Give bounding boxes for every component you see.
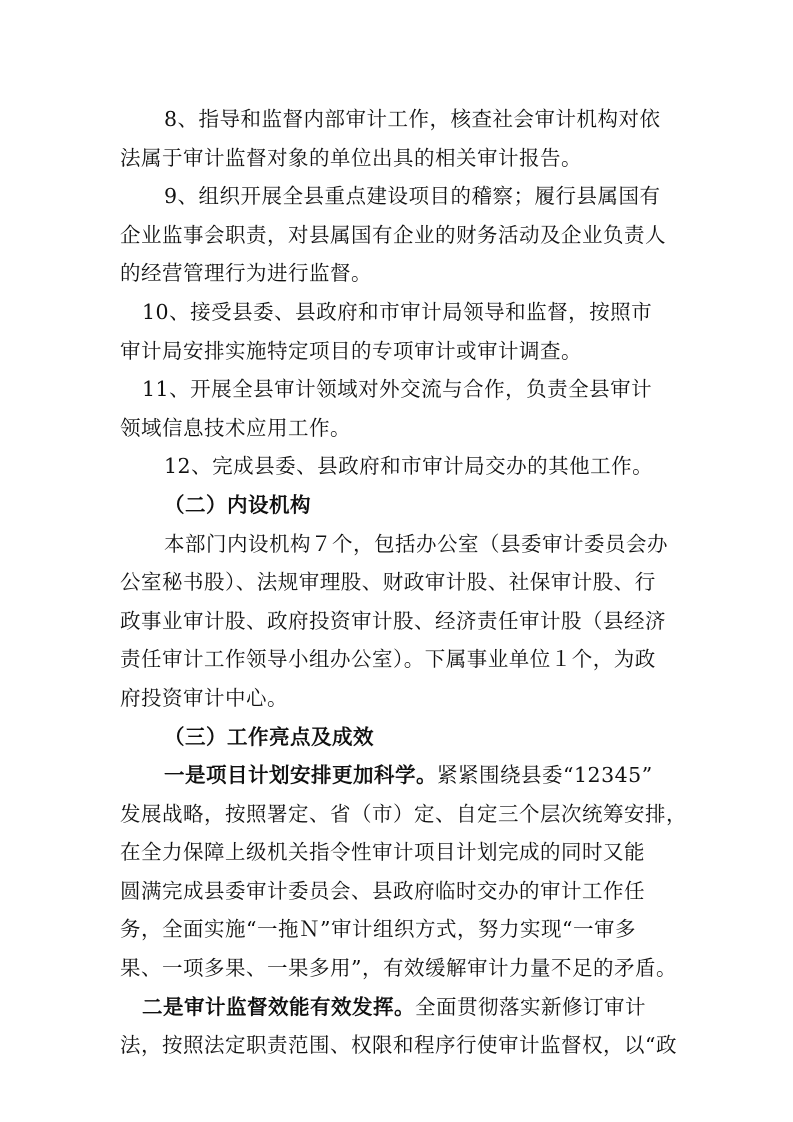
text-line: 企业监事会职责，对县属国有企业的财务活动及企业负责人	[120, 222, 666, 247]
highlight-lead: 二是审计监督效能有效发挥。	[142, 994, 415, 1019]
paragraph-duty-10	[120, 293, 680, 370]
text-run: 紧紧围绕县委“12345”	[437, 763, 653, 788]
text-line: 在全力保障上级机关指令性审计项目计划完成的同时又能	[120, 840, 645, 865]
section-heading-internal-structure: （二）内设机构	[164, 492, 311, 517]
text-line: 责任审计工作领导小组办公室）。下属事业单位１个，为政	[120, 647, 656, 672]
paragraph-duty-12	[120, 447, 680, 486]
text-line: 府投资审计中心。	[120, 685, 288, 710]
section-heading-highlights: （三）工作亮点及成效	[164, 724, 374, 749]
text-line: 发展战略，按照署定、省（市）定、自定三个层次统筹安排，	[120, 801, 687, 826]
text-line: 8、指导和监督内部审计工作，核查社会审计机构对依	[164, 107, 661, 131]
text-line: 的经营管理行为进行监督。	[120, 261, 372, 286]
text-line: 务，全面实施“一拖Ｎ”审计组织方式，努力实现“一审多	[120, 917, 636, 942]
paragraph-highlight-2	[120, 988, 680, 1065]
paragraph-duty-9	[120, 177, 680, 293]
text-line: 果、一项多果、一果多用”，有效缓解审计力量不足的矛盾。	[120, 956, 677, 981]
text-line: 法，按照法定职责范围、权限和程序行使审计监督权，以“政	[120, 1033, 677, 1058]
text-line	[120, 988, 680, 1027]
highlight-lead: 一是项目计划安排更加科学。	[164, 763, 437, 788]
paragraph-internal-structure	[120, 525, 680, 718]
paragraph-duty-8	[120, 100, 680, 177]
text-line: 审计局安排实施特定项目的专项审计或审计调查。	[120, 338, 582, 363]
text-line	[120, 756, 680, 795]
text-line: 本部门内设机构７个，包括办公室（县委审计委员会办	[164, 531, 668, 556]
text-line: 法属于审计监督对象的单位出具的相关审计报告。	[120, 145, 582, 170]
text-run: 全面贯彻落实新修订审计	[415, 994, 646, 1019]
text-line: 12、完成县委、县政府和市审计局交办的其他工作。	[164, 454, 654, 479]
text-line: 政事业审计股、政府投资审计股、经济责任审计股（县经济	[120, 608, 666, 633]
text-line: 圆满完成县委审计委员会、县政府临时交办的审计工作任	[120, 878, 645, 903]
text-line: 公室秘书股）、法规审理股、财政审计股、社保审计股、行	[120, 570, 656, 595]
document-body	[120, 100, 687, 1065]
paragraph-highlight-1	[120, 756, 687, 988]
text-line: 9、组织开展全县重点建设项目的稽察；履行县属国有	[164, 184, 661, 209]
text-line: 10、接受县委、县政府和市审计局领导和监督，按照市	[142, 299, 653, 324]
text-line: 领域信息技术应用工作。	[120, 415, 351, 440]
text-line: 11、开展全县审计领域对外交流与合作，负责全县审计	[142, 377, 653, 402]
paragraph-duty-11	[120, 370, 680, 447]
